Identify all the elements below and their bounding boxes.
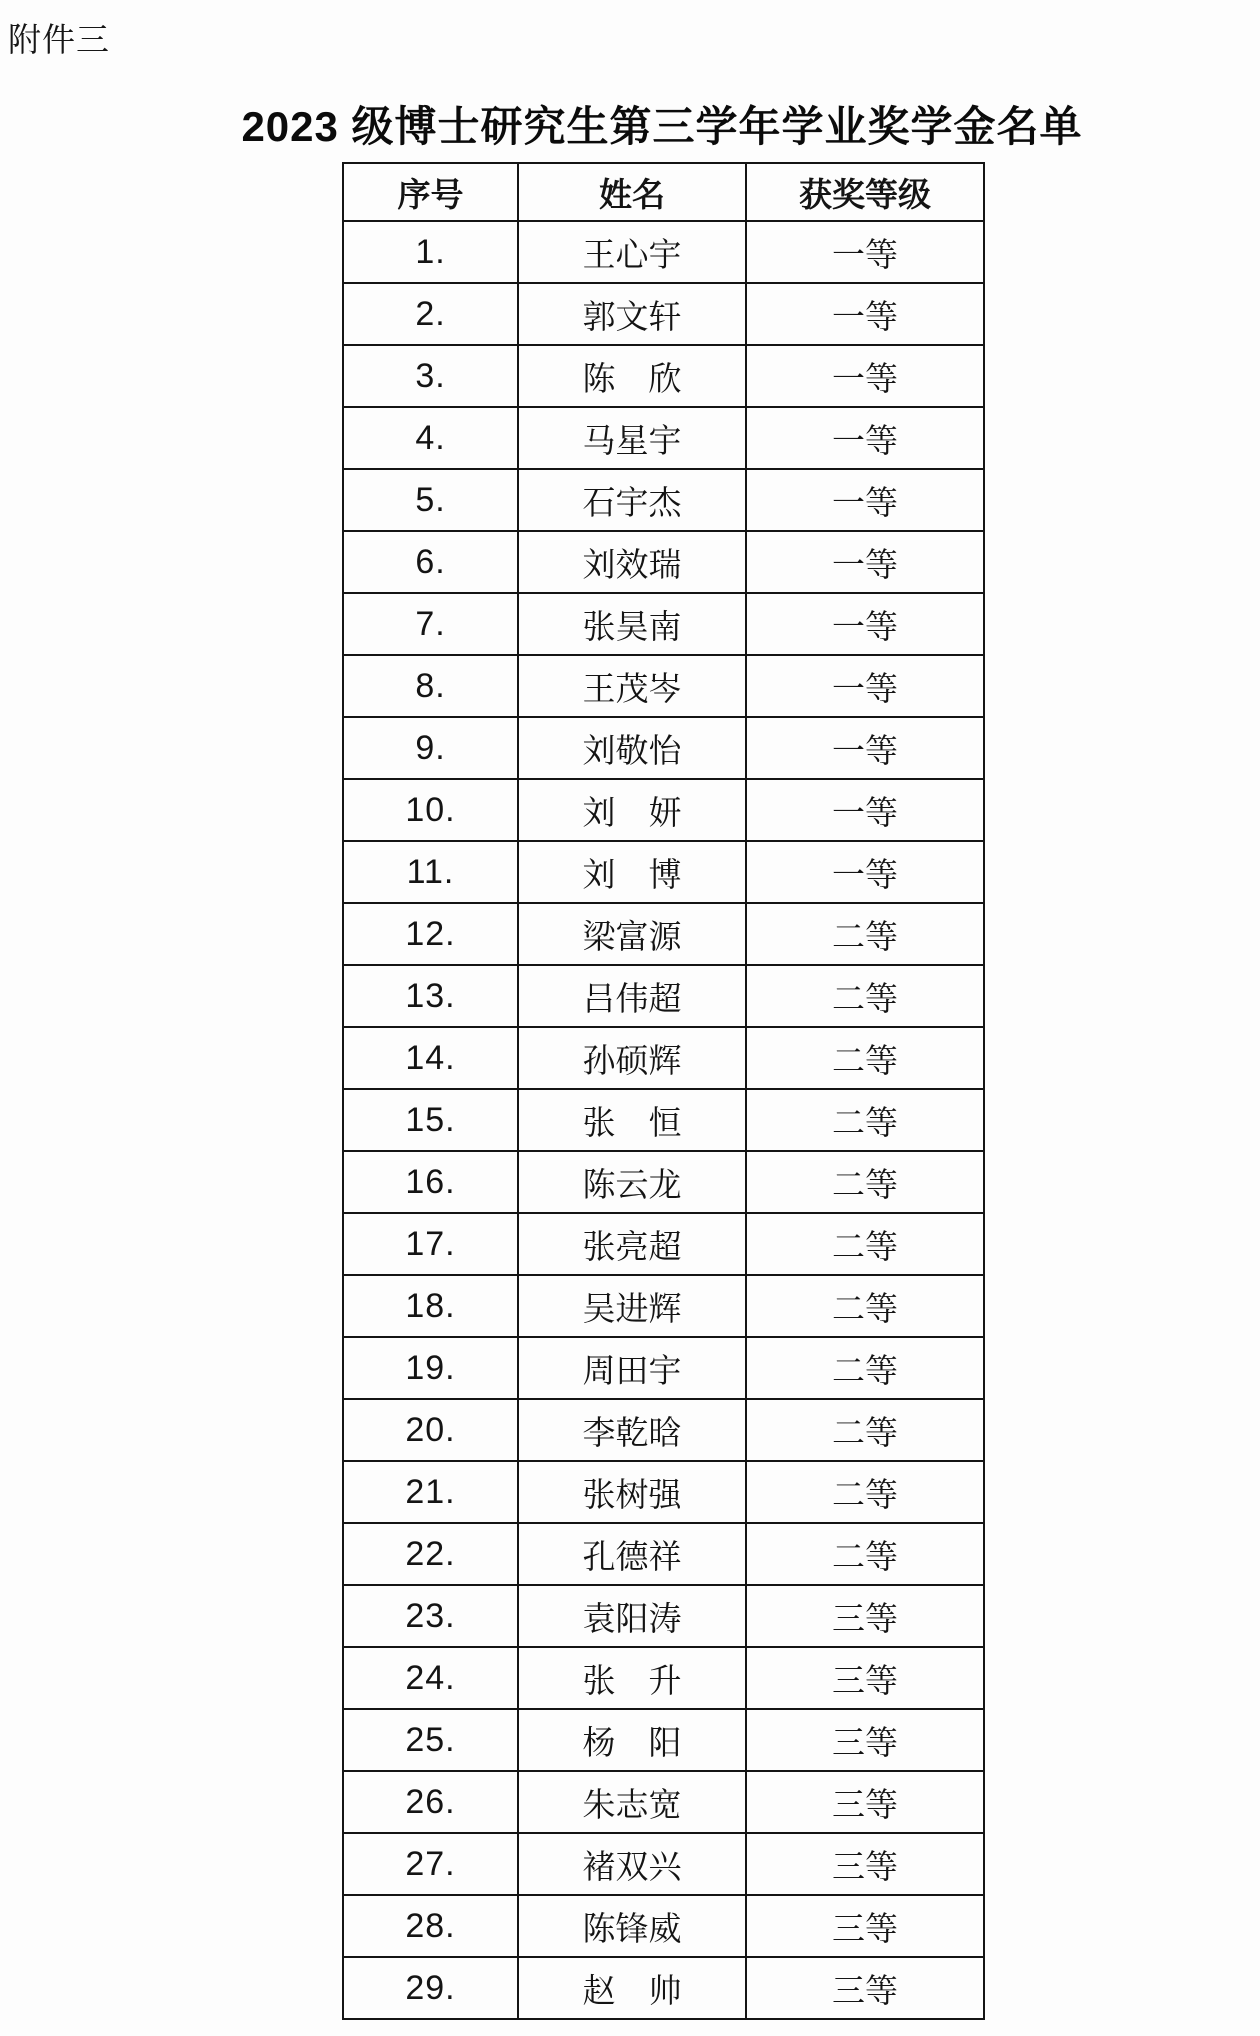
serial-cell: 14. (343, 1027, 518, 1089)
serial-cell: 21. (343, 1461, 518, 1523)
table-row (343, 407, 984, 469)
name-cell: 马星宇 (518, 407, 746, 469)
table-row (343, 1523, 984, 1585)
table-row (343, 841, 984, 903)
serial-cell: 9. (343, 717, 518, 779)
level-cell: 一等 (746, 779, 984, 841)
name-cell: 刘 妍 (518, 779, 746, 841)
name-cell: 孔德祥 (518, 1523, 746, 1585)
table-row (343, 1213, 984, 1275)
serial-cell: 17. (343, 1213, 518, 1275)
table-row (343, 1709, 984, 1771)
name-cell: 袁阳涛 (518, 1585, 746, 1647)
name-cell: 赵 帅 (518, 1957, 746, 2019)
level-cell: 二等 (746, 1151, 984, 1213)
serial-cell: 29. (343, 1957, 518, 2019)
level-cell: 二等 (746, 1027, 984, 1089)
level-cell: 二等 (746, 1213, 984, 1275)
table-row (343, 1337, 984, 1399)
level-cell: 三等 (746, 1585, 984, 1647)
table-row (343, 965, 984, 1027)
table-row (343, 345, 984, 407)
name-cell: 张亮超 (518, 1213, 746, 1275)
table-row (343, 1833, 984, 1895)
name-cell: 吴进辉 (518, 1275, 746, 1337)
level-cell: 三等 (746, 1895, 984, 1957)
table-row (343, 1957, 984, 2019)
level-cell: 二等 (746, 1337, 984, 1399)
level-cell: 二等 (746, 965, 984, 1027)
name-cell: 张树强 (518, 1461, 746, 1523)
level-cell: 二等 (746, 1461, 984, 1523)
name-cell: 郭文轩 (518, 283, 746, 345)
level-cell: 一等 (746, 407, 984, 469)
name-cell: 张昊南 (518, 593, 746, 655)
name-cell: 周田宇 (518, 1337, 746, 1399)
level-cell: 一等 (746, 717, 984, 779)
level-cell: 二等 (746, 1089, 984, 1151)
name-cell: 刘效瑞 (518, 531, 746, 593)
table-row (343, 1027, 984, 1089)
table-header-row (343, 163, 984, 221)
serial-cell: 1. (343, 221, 518, 283)
column-header-name: 姓名 (518, 163, 746, 221)
serial-cell: 6. (343, 531, 518, 593)
name-cell: 张 升 (518, 1647, 746, 1709)
level-cell: 一等 (746, 283, 984, 345)
serial-cell: 13. (343, 965, 518, 1027)
name-cell: 孙硕辉 (518, 1027, 746, 1089)
serial-cell: 3. (343, 345, 518, 407)
level-cell: 二等 (746, 1275, 984, 1337)
level-cell: 三等 (746, 1957, 984, 2019)
serial-cell: 11. (343, 841, 518, 903)
serial-cell: 24. (343, 1647, 518, 1709)
name-cell: 刘 博 (518, 841, 746, 903)
table-row (343, 1089, 984, 1151)
column-header-serial: 序号 (343, 163, 518, 221)
table-row (343, 1461, 984, 1523)
scholarship-table (342, 162, 985, 2020)
table-row (343, 1647, 984, 1709)
table-row (343, 1771, 984, 1833)
name-cell: 褚双兴 (518, 1833, 746, 1895)
table-row (343, 593, 984, 655)
name-cell: 陈锋威 (518, 1895, 746, 1957)
serial-cell: 7. (343, 593, 518, 655)
level-cell: 一等 (746, 469, 984, 531)
table-row (343, 531, 984, 593)
serial-cell: 15. (343, 1089, 518, 1151)
table-row (343, 469, 984, 531)
table-row (343, 717, 984, 779)
serial-cell: 16. (343, 1151, 518, 1213)
name-cell: 吕伟超 (518, 965, 746, 1027)
serial-cell: 4. (343, 407, 518, 469)
table-row (343, 779, 984, 841)
serial-cell: 20. (343, 1399, 518, 1461)
level-cell: 一等 (746, 841, 984, 903)
serial-cell: 8. (343, 655, 518, 717)
level-cell: 三等 (746, 1771, 984, 1833)
name-cell: 李乾晗 (518, 1399, 746, 1461)
table-row (343, 221, 984, 283)
level-cell: 三等 (746, 1647, 984, 1709)
serial-cell: 5. (343, 469, 518, 531)
serial-cell: 19. (343, 1337, 518, 1399)
serial-cell: 2. (343, 283, 518, 345)
table-row (343, 1585, 984, 1647)
serial-cell: 25. (343, 1709, 518, 1771)
serial-cell: 18. (343, 1275, 518, 1337)
name-cell: 张 恒 (518, 1089, 746, 1151)
page-title: 2023 级博士研究生第三学年学业奖学金名单 (241, 103, 1083, 150)
serial-cell: 26. (343, 1771, 518, 1833)
table-row (343, 1151, 984, 1213)
table-row (343, 655, 984, 717)
level-cell: 二等 (746, 1399, 984, 1461)
name-cell: 石宇杰 (518, 469, 746, 531)
level-cell: 二等 (746, 1523, 984, 1585)
table-header (343, 163, 984, 221)
level-cell: 一等 (746, 345, 984, 407)
name-cell: 刘敬怡 (518, 717, 746, 779)
name-cell: 王心宇 (518, 221, 746, 283)
serial-cell: 22. (343, 1523, 518, 1585)
column-header-level: 获奖等级 (746, 163, 984, 221)
name-cell: 王茂岑 (518, 655, 746, 717)
level-cell: 一等 (746, 655, 984, 717)
level-cell: 三等 (746, 1833, 984, 1895)
table-row (343, 1895, 984, 1957)
name-cell: 陈 欣 (518, 345, 746, 407)
level-cell: 二等 (746, 903, 984, 965)
level-cell: 一等 (746, 221, 984, 283)
name-cell: 杨 阳 (518, 1709, 746, 1771)
table-row (343, 283, 984, 345)
attachment-label: 附件三 (8, 21, 110, 58)
level-cell: 一等 (746, 593, 984, 655)
name-cell: 朱志宽 (518, 1771, 746, 1833)
table-body (343, 221, 984, 2019)
name-cell: 梁富源 (518, 903, 746, 965)
serial-cell: 23. (343, 1585, 518, 1647)
table-row (343, 1275, 984, 1337)
serial-cell: 28. (343, 1895, 518, 1957)
serial-cell: 12. (343, 903, 518, 965)
level-cell: 三等 (746, 1709, 984, 1771)
name-cell: 陈云龙 (518, 1151, 746, 1213)
serial-cell: 10. (343, 779, 518, 841)
table-row (343, 1399, 984, 1461)
level-cell: 一等 (746, 531, 984, 593)
serial-cell: 27. (343, 1833, 518, 1895)
table-row (343, 903, 984, 965)
